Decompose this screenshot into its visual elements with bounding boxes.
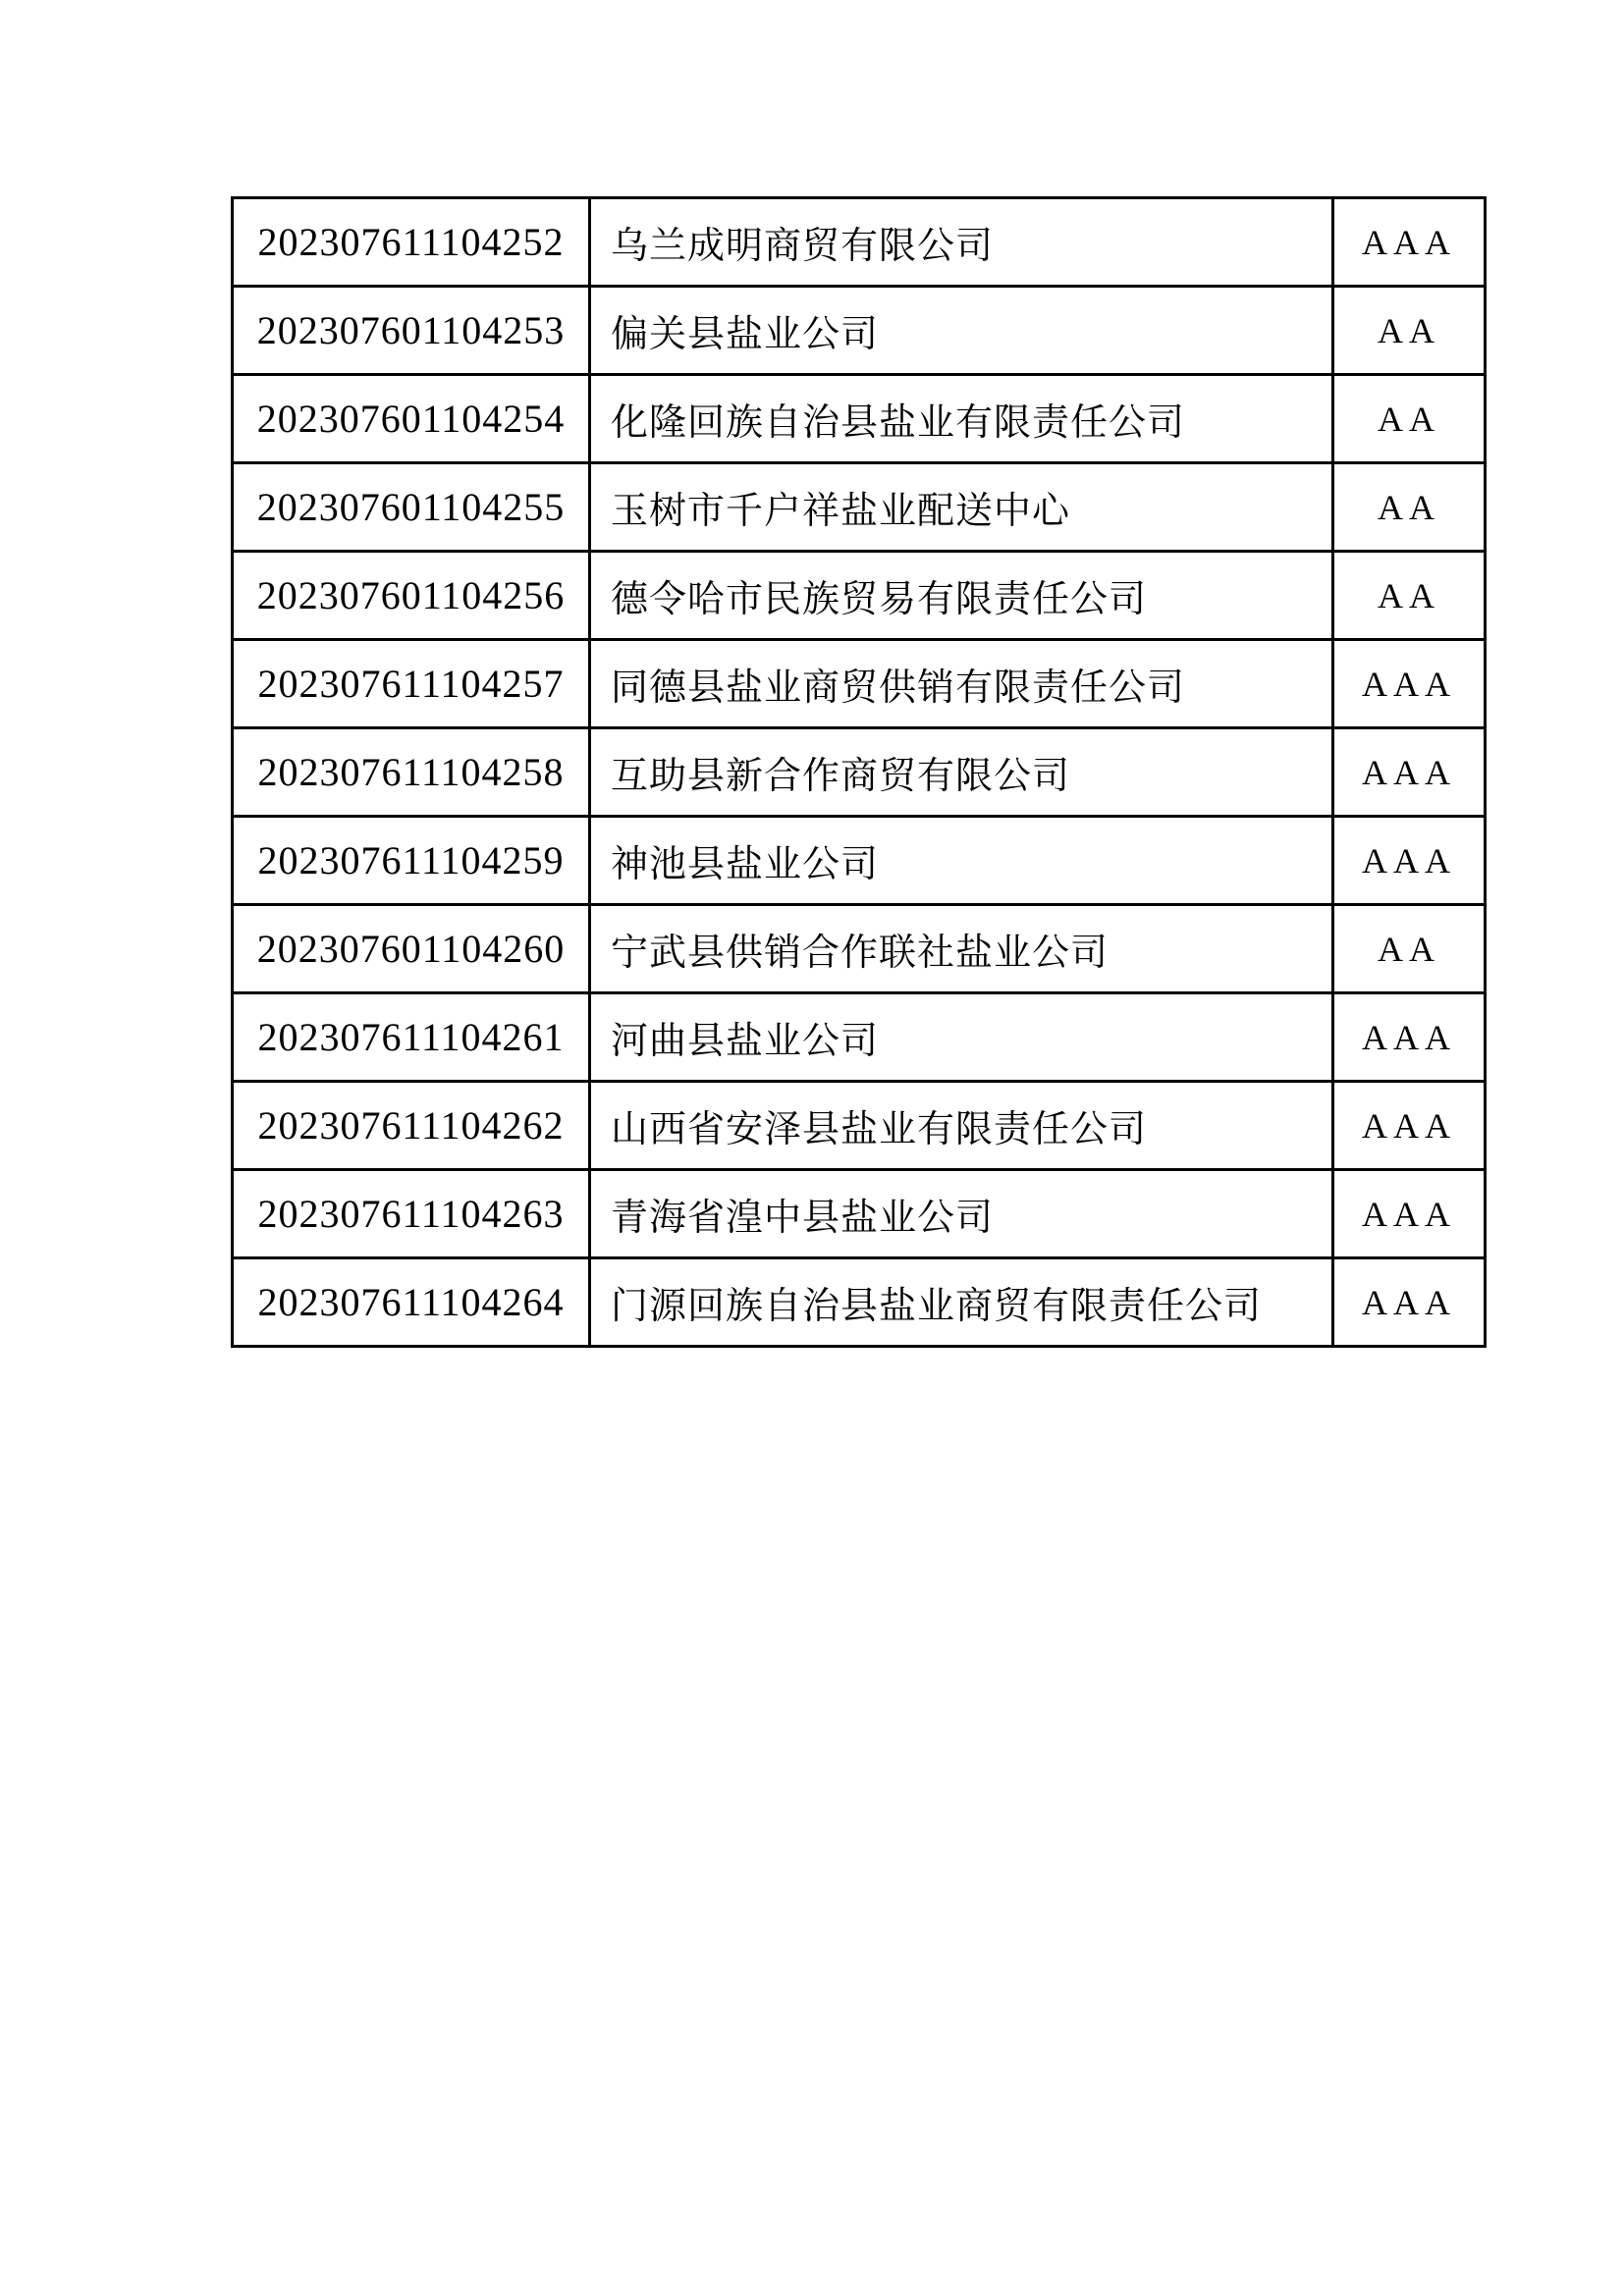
table-row bbox=[233, 198, 1486, 287]
table-row bbox=[233, 287, 1486, 375]
credit-rating-cell: AAA bbox=[1333, 993, 1486, 1082]
certificate-id-cell: 202307611104252 bbox=[233, 198, 590, 287]
table-row bbox=[233, 728, 1486, 817]
certificate-id-cell: 202307601104256 bbox=[233, 552, 590, 640]
credit-rating-table-body bbox=[233, 198, 1486, 1347]
company-name-cell: 山西省安泽县盐业有限责任公司 bbox=[590, 1082, 1333, 1170]
table-row bbox=[233, 993, 1486, 1082]
certificate-id-cell: 202307611104257 bbox=[233, 640, 590, 728]
table-row bbox=[233, 375, 1486, 463]
company-name-cell: 偏关县盐业公司 bbox=[590, 287, 1333, 375]
table-row bbox=[233, 905, 1486, 993]
certificate-id-cell: 202307611104264 bbox=[233, 1258, 590, 1347]
company-name-cell: 互助县新合作商贸有限公司 bbox=[590, 728, 1333, 817]
credit-rating-cell: AA bbox=[1333, 552, 1486, 640]
credit-rating-cell: AAA bbox=[1333, 817, 1486, 905]
table-row bbox=[233, 463, 1486, 552]
company-name-cell: 乌兰成明商贸有限公司 bbox=[590, 198, 1333, 287]
certificate-id-cell: 202307611104258 bbox=[233, 728, 590, 817]
company-name-cell: 青海省湟中县盐业公司 bbox=[590, 1170, 1333, 1258]
credit-rating-cell: AAA bbox=[1333, 728, 1486, 817]
certificate-id-cell: 202307601104260 bbox=[233, 905, 590, 993]
company-name-cell: 河曲县盐业公司 bbox=[590, 993, 1333, 1082]
table-row bbox=[233, 1082, 1486, 1170]
credit-rating-cell: AA bbox=[1333, 375, 1486, 463]
company-name-cell: 神池县盐业公司 bbox=[590, 817, 1333, 905]
certificate-id-cell: 202307611104259 bbox=[233, 817, 590, 905]
credit-rating-cell: AA bbox=[1333, 463, 1486, 552]
table-row bbox=[233, 552, 1486, 640]
certificate-id-cell: 202307611104261 bbox=[233, 993, 590, 1082]
certificate-id-cell: 202307611104262 bbox=[233, 1082, 590, 1170]
table-row bbox=[233, 1170, 1486, 1258]
credit-rating-cell: AAA bbox=[1333, 1258, 1486, 1347]
table-row bbox=[233, 640, 1486, 728]
company-name-cell: 德令哈市民族贸易有限责任公司 bbox=[590, 552, 1333, 640]
certificate-id-cell: 202307601104254 bbox=[233, 375, 590, 463]
company-name-cell: 玉树市千户祥盐业配送中心 bbox=[590, 463, 1333, 552]
credit-rating-cell: AA bbox=[1333, 287, 1486, 375]
credit-rating-cell: AA bbox=[1333, 905, 1486, 993]
table-row bbox=[233, 1258, 1486, 1347]
company-name-cell: 宁武县供销合作联社盐业公司 bbox=[590, 905, 1333, 993]
certificate-id-cell: 202307601104255 bbox=[233, 463, 590, 552]
credit-rating-cell: AAA bbox=[1333, 640, 1486, 728]
company-name-cell: 同德县盐业商贸供销有限责任公司 bbox=[590, 640, 1333, 728]
credit-rating-cell: AAA bbox=[1333, 1170, 1486, 1258]
company-name-cell: 化隆回族自治县盐业有限责任公司 bbox=[590, 375, 1333, 463]
credit-rating-cell: AAA bbox=[1333, 1082, 1486, 1170]
credit-rating-cell: AAA bbox=[1333, 198, 1486, 287]
certificate-id-cell: 202307601104253 bbox=[233, 287, 590, 375]
table-row bbox=[233, 817, 1486, 905]
certificate-id-cell: 202307611104263 bbox=[233, 1170, 590, 1258]
company-name-cell: 门源回族自治县盐业商贸有限责任公司 bbox=[590, 1258, 1333, 1347]
credit-rating-table bbox=[231, 196, 1487, 1348]
